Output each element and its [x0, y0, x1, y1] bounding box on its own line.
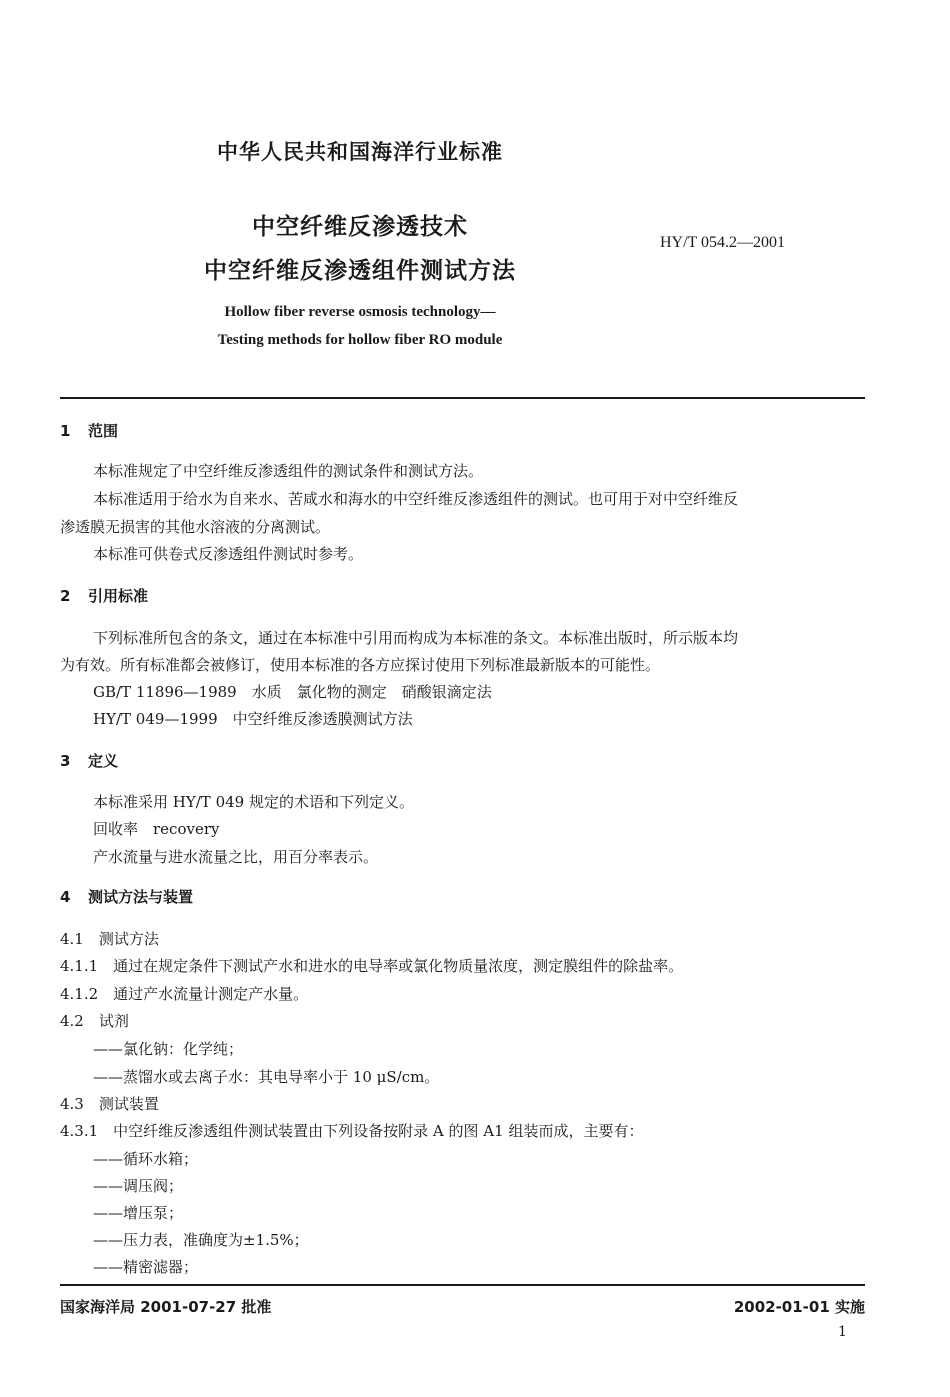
equipment-item-1: ——循环水箱； [93, 1150, 199, 1168]
s3-definition: 产水流量与进水流量之比，用百分率表示。 [93, 848, 379, 866]
clause-4-1-2: 4.1.2 通过产水流量计测定产水量。 [60, 985, 309, 1003]
approval-date: 国家海洋局 2001-07-27 批准 [60, 1298, 272, 1316]
clause-4-1-1: 4.1.1 通过在规定条件下测试产水和进水的电导率或氯化物质量浓度，测定膜组件的除盐率。 [60, 957, 684, 975]
s1-paragraph-1: 本标准规定了中空纤维反渗透组件的测试条件和测试方法。 [93, 462, 484, 480]
section-1-number: 1 [60, 422, 71, 440]
clause-4-2: 4.2 试剂 [60, 1012, 129, 1030]
clause-4-3-1: 4.3.1 中空纤维反渗透组件测试装置由下列设备按附录 A 的图 A1 组装而成，主要有： [60, 1122, 644, 1140]
section-3-title: 定义 [88, 752, 119, 770]
section-1-title: 范围 [88, 422, 119, 440]
equipment-item-5: ——精密滤器； [93, 1258, 199, 1276]
s1-paragraph-3: 本标准可供卷式反渗透组件测试时参考。 [93, 545, 364, 563]
s2-paragraph-1a: 下列标准所包含的条文，通过在本标准中引用而构成为本标准的条文。本标准出版时，所示版本均 [93, 629, 739, 647]
equipment-item-2: ——调压阀； [93, 1177, 184, 1195]
footer-divider [60, 1284, 865, 1286]
s2-paragraph-1b: 为有效。所有标准都会被修订，使用本标准的各方应探讨使用下列标准最新版本的可能性。 [60, 656, 661, 674]
s1-paragraph-2b: 渗透膜无损害的其他水溶液的分离测试。 [60, 518, 331, 536]
equipment-item-3: ——增压泵； [93, 1204, 184, 1222]
title-cn-line-1: 中空纤维反渗透技术 [252, 214, 468, 240]
normative-reference-1: GB/T 11896—1989 水质 氯化物的测定 硝酸银滴定法 [93, 683, 492, 701]
section-2-number: 2 [60, 587, 71, 605]
implementation-date: 2002-01-01 实施 [733, 1298, 865, 1316]
issuing-organization: 中华人民共和国海洋行业标准 [217, 140, 503, 164]
title-en-line-1: Hollow fiber reverse osmosis technology— [224, 304, 496, 320]
title-cn-line-2: 中空纤维反渗透组件测试方法 [204, 258, 516, 284]
section-2-heading [60, 585, 148, 606]
standard-code: HY/T 054.2—2001 [660, 234, 786, 251]
normative-reference-2: HY/T 049—1999 中空纤维反渗透膜测试方法 [93, 710, 413, 728]
s1-paragraph-2a: 本标准适用于给水为自来水、苦咸水和海水的中空纤维反渗透组件的测试。也可用于对中空纤维反 [93, 490, 739, 508]
equipment-item-4: ——压力表，准确度为±1.5%； [93, 1231, 309, 1249]
s3-term: 回收率 recovery [93, 820, 220, 838]
reagent-item-2: ——蒸馏水或去离子水：其电导率小于 10 μS/cm。 [93, 1068, 440, 1086]
clause-4-3: 4.3 测试装置 [60, 1095, 159, 1113]
reagent-item-1: ——氯化钠：化学纯； [93, 1040, 244, 1058]
section-1-heading [60, 420, 118, 441]
section-4-title: 测试方法与装置 [88, 888, 194, 906]
section-3-number: 3 [60, 752, 71, 770]
section-3-heading [60, 750, 118, 771]
title-en-line-2: Testing methods for hollow fiber RO module [217, 332, 503, 348]
s3-paragraph-1: 本标准采用 HY/T 049 规定的术语和下列定义。 [93, 793, 414, 811]
clause-4-1: 4.1 测试方法 [60, 930, 159, 948]
header-divider [60, 397, 865, 399]
section-2-title: 引用标准 [88, 587, 149, 605]
section-4-number: 4 [60, 888, 71, 906]
page-number: 1 [838, 1324, 847, 1340]
section-4-heading [60, 886, 193, 907]
